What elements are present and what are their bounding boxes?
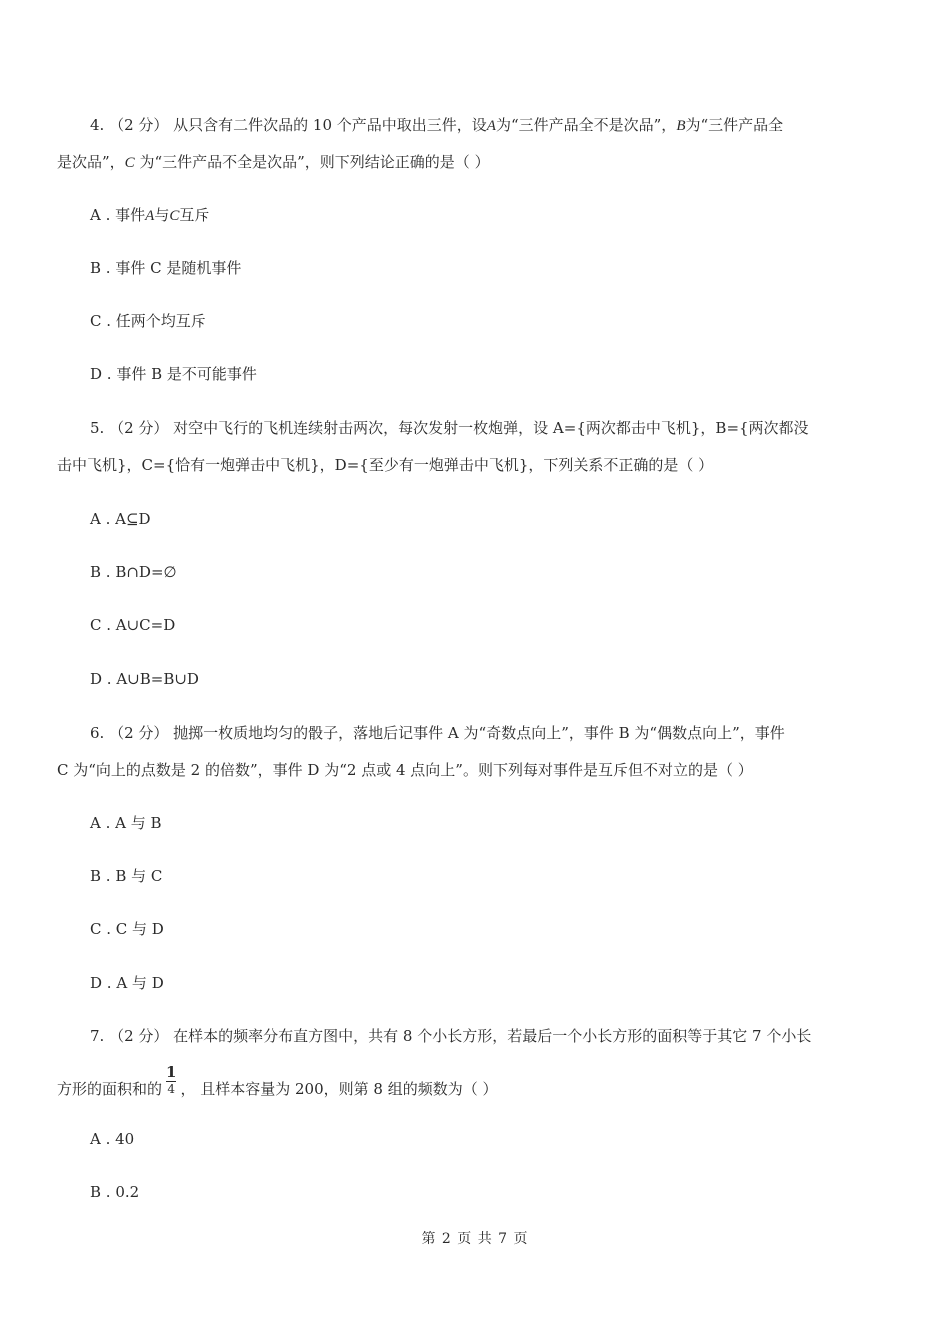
q4-stem-text: 是次品”， — [57, 153, 125, 171]
q7-stem-line2 — [57, 1063, 498, 1105]
q6-option-a[interactable]: A . A 与 B — [90, 814, 162, 832]
q5-option-b[interactable]: B . B∩D=∅ — [90, 563, 177, 581]
q6-option-c[interactable]: C . C 与 D — [90, 920, 164, 938]
q5-stem-line2: 击中飞机}，C={恰有一炮弹击中飞机}，D={至少有一炮弹击中飞机}，下列关系不正确的是（ ） — [57, 456, 714, 474]
page-footer: 第 2 页 共 7 页 — [421, 1231, 529, 1247]
q4-var-c: C — [124, 155, 135, 171]
q4-option-b[interactable]: B . 事件 C 是随机事件 — [90, 259, 242, 277]
q7-fraction-denominator: 4 — [167, 1082, 176, 1096]
q6-option-b[interactable]: B . B 与 C — [90, 867, 163, 885]
q4-option-a[interactable] — [90, 204, 209, 227]
q4-option-a-var-c: C — [169, 208, 180, 224]
q4-stem-line1 — [90, 114, 783, 137]
q5-option-d[interactable]: D . A∪B=B∪D — [90, 670, 199, 688]
q4-option-d[interactable]: D . 事件 B 是不可能事件 — [90, 365, 257, 383]
q4-option-a-text: 互斥 — [179, 206, 210, 224]
q6-stem-line2: C 为“向上的点数是 2 的倍数”，事件 D 为“2 点或 4 点向上”。则下列每对事件是互斥但不对立的是（ ） — [57, 761, 753, 779]
q4-option-a-text: 与 — [154, 206, 170, 224]
q4-var-a: A — [486, 118, 496, 134]
q5-stem-line1: 5. （2 分） 对空中飞行的飞机连续射击两次，每次发射一枚炮弹，设 A={两次都击中飞机}，B={两次都没 — [90, 419, 809, 437]
q7-stem-line1: 7. （2 分） 在样本的频率分布直方图中，共有 8 个小长方形，若最后一个小长方形的面积等于其它 7 个小长 — [90, 1027, 812, 1045]
q6-option-d[interactable]: D . A 与 D — [90, 974, 164, 992]
q4-stem-text: 为“三件产品全不是次品”， — [495, 116, 677, 134]
q5-option-a[interactable]: A . A⊆D — [90, 510, 151, 528]
q6-stem-line1: 6. （2 分） 抛掷一枚质地均匀的骰子，落地后记事件 A 为“奇数点向上”，事件 B 为“偶数点向上”，事件 — [90, 724, 785, 742]
q4-option-c[interactable]: C . 任两个均互斥 — [90, 312, 206, 330]
q7-fraction — [166, 1065, 176, 1095]
q7-option-b[interactable]: B . 0.2 — [90, 1183, 140, 1201]
q4-option-a-var-a: A — [145, 208, 155, 224]
q4-stem-text: 为“三件产品不全是次品”，则下列结论正确的是（ ） — [134, 153, 490, 171]
q5-option-c[interactable]: C . A∪C=D — [90, 616, 176, 634]
q4-var-b: B — [676, 118, 686, 134]
q7-fraction-numerator: 1 — [166, 1063, 177, 1081]
q4-stem-line2 — [57, 151, 490, 174]
q7-stem-text: ， 且样本容量为 200，则第 8 组的频数为（ ） — [180, 1080, 498, 1098]
q7-option-a[interactable]: A . 40 — [90, 1130, 135, 1148]
q7-stem-text: 方形的面积和的 — [57, 1080, 163, 1098]
q4-option-a-text: A . 事件 — [90, 206, 146, 224]
q4-stem-text: 为“三件产品全 — [685, 116, 784, 134]
q4-stem-text: 4. （2 分） 从只含有二件次品的 10 个产品中取出三件，设 — [90, 116, 487, 134]
